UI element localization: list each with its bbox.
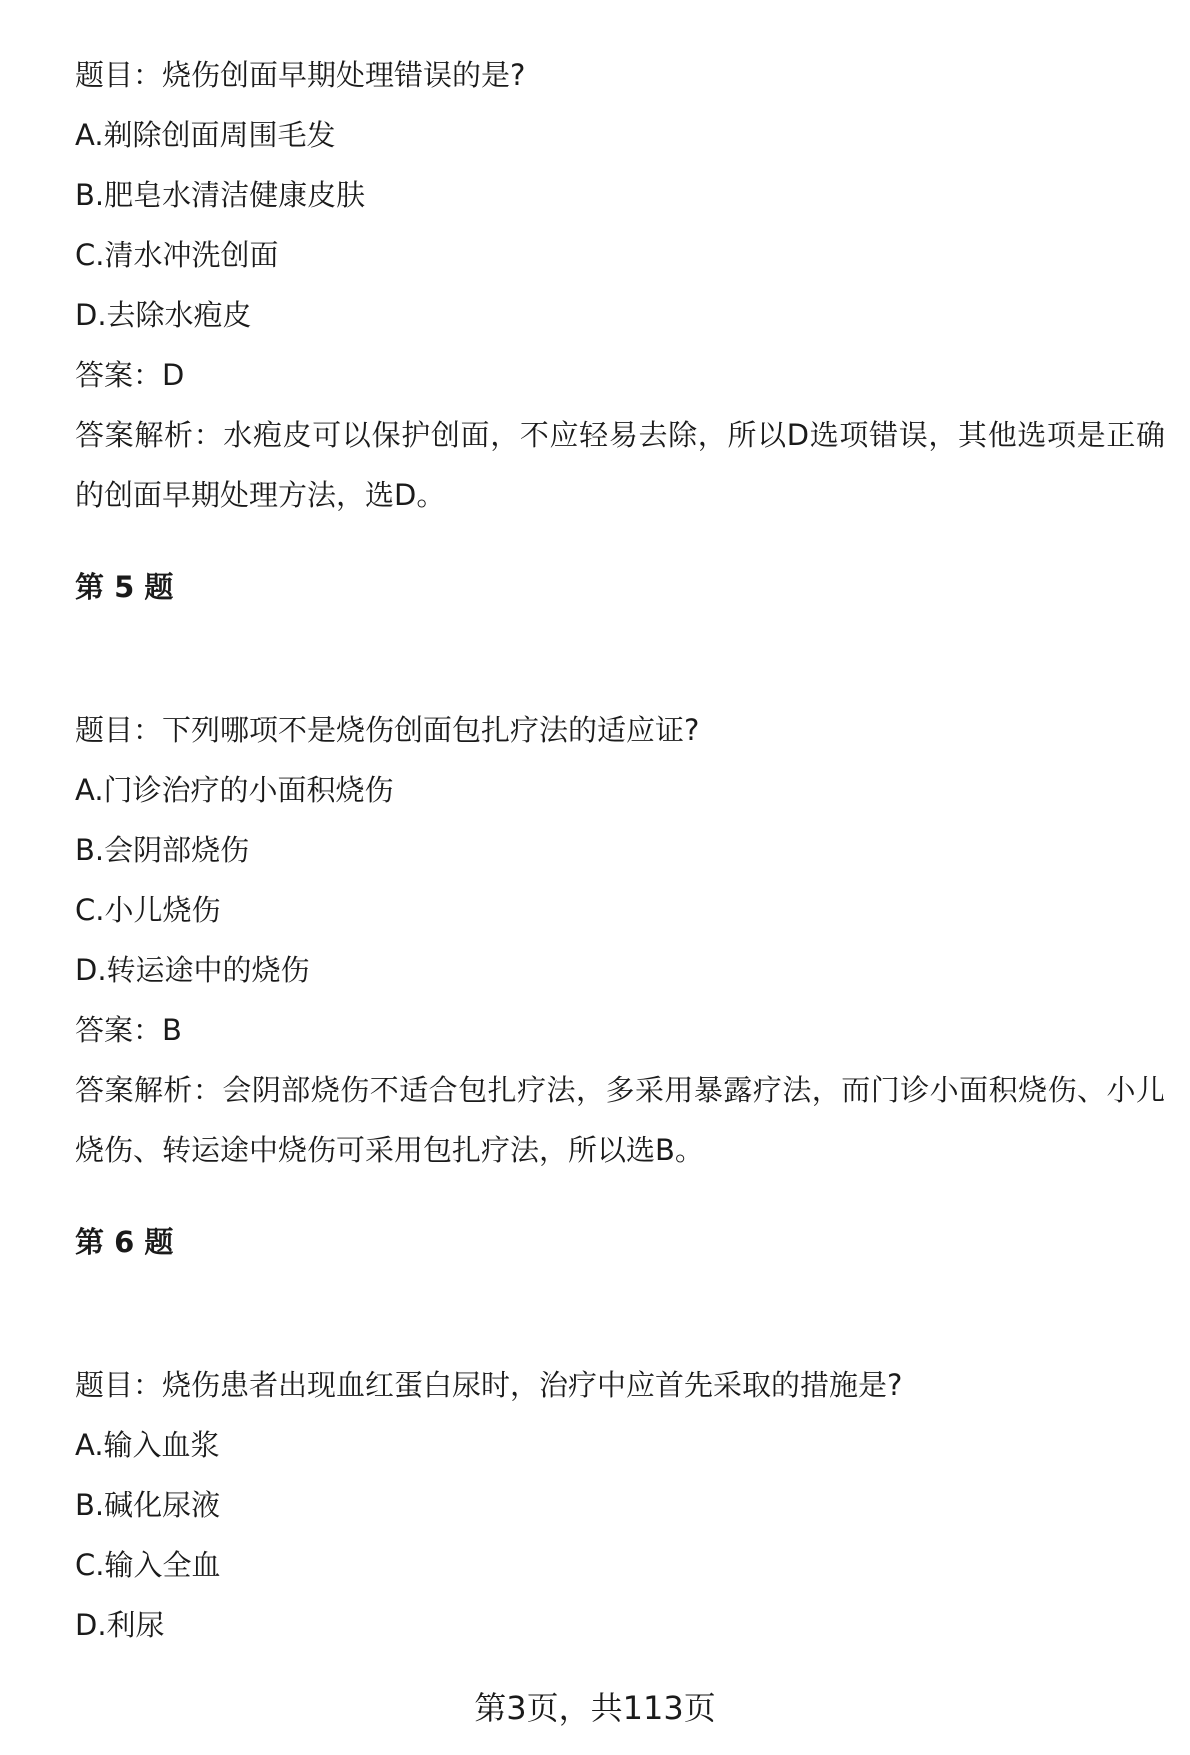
spacer (75, 1272, 1165, 1355)
option-c: C.清水冲洗创面 (75, 238, 279, 272)
answer-text: 答案：D (75, 358, 185, 392)
question-block-6 (75, 1355, 1165, 1655)
option-b: B.碱化尿液 (75, 1488, 221, 1522)
answer-analysis: 答案解析：水疱皮可以保护创面，不应轻易去除，所以D选项错误，其他选项是正确的创面早期处理方法，选D。 (75, 418, 1165, 512)
option-c: C.小儿烧伤 (75, 893, 221, 927)
page-number-footer: 第3页，共113页 (474, 1689, 716, 1727)
option-c: C.输入全血 (75, 1548, 221, 1582)
question-heading-6: 第 6 题 (75, 1225, 174, 1259)
option-d: D.去除水疱皮 (75, 298, 252, 332)
option-b: B.肥皂水清洁健康皮肤 (75, 178, 366, 212)
question-block-4 (75, 45, 1165, 525)
option-d: D.转运途中的烧伤 (75, 953, 310, 987)
question-block-5 (75, 700, 1165, 1180)
question-text: 题目：烧伤患者出现血红蛋白尿时，治疗中应首先采取的措施是? (75, 1368, 903, 1402)
question-text: 题目：下列哪项不是烧伤创面包扎疗法的适应证? (75, 713, 700, 747)
option-b: B.会阴部烧伤 (75, 833, 250, 867)
option-a: A.门诊治疗的小面积烧伤 (75, 773, 394, 807)
spacer (75, 617, 1165, 700)
option-a: A.剃除创面周围毛发 (75, 118, 336, 152)
answer-analysis: 答案解析：会阴部烧伤不适合包扎疗法，多采用暴露疗法，而门诊小面积烧伤、小儿烧伤、转运途中烧伤可采用包扎疗法，所以选B。 (75, 1073, 1165, 1167)
question-text: 题目：烧伤创面早期处理错误的是? (75, 58, 526, 92)
page-content (75, 45, 1165, 1655)
question-heading-5: 第 5 题 (75, 570, 174, 604)
option-a: A.输入血浆 (75, 1428, 220, 1462)
option-d: D.利尿 (75, 1608, 165, 1642)
answer-text: 答案：B (75, 1013, 182, 1047)
